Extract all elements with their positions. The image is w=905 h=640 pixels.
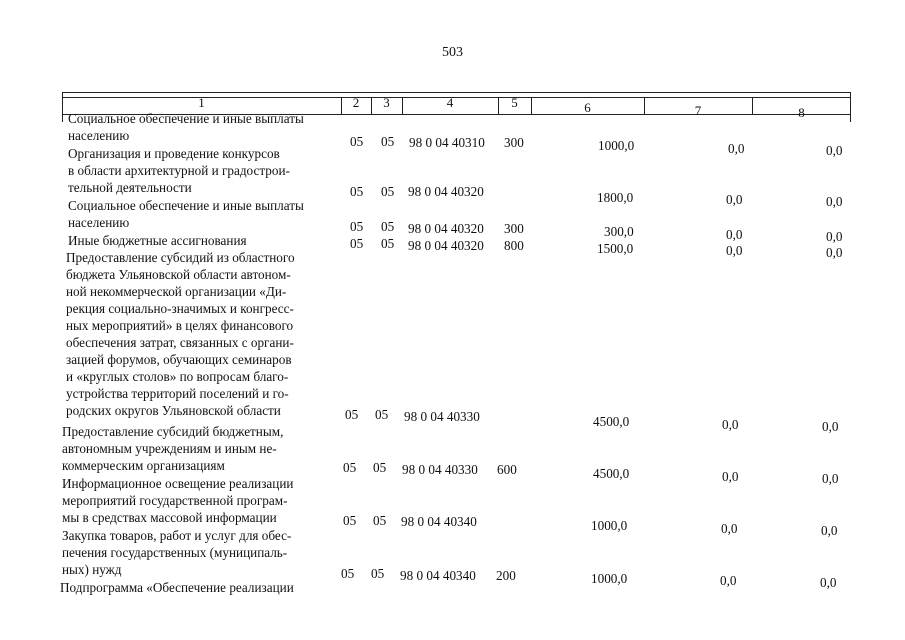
description-line: Информационное освещение реализации [62,476,294,491]
row-description [62,475,332,526]
cell-amount: 300,0 [604,224,634,239]
cell-col8: 0,0 [822,471,839,486]
cell-section: 05 [350,134,364,149]
cell-col8: 0,0 [822,419,839,434]
description-line: автономным учреждениям и иным не- [62,441,277,456]
cell-col8: 0,0 [826,229,843,244]
description-line: Иные бюджетные ассигнования [68,233,247,248]
cell-col7: 0,0 [728,141,745,156]
description-line: Организация и проведение конкурсов [68,146,280,161]
cell-amount: 1000,0 [591,571,628,586]
description-line: обеспечения затрат, связанных с органи- [66,335,294,350]
description-line: Социальное обеспечение и иные выплаты [68,198,304,213]
description-line: Социальное обеспечение и иные выплаты [68,111,304,126]
row-description [62,423,332,474]
cell-col7: 0,0 [722,469,739,484]
cell-target-article: 98 0 04 40320 [408,238,484,253]
description-line: ных) нужд [62,562,122,577]
column-header-2: 2 [352,95,360,110]
cell-target-article: 98 0 04 40330 [402,462,478,477]
cell-expense-type: 600 [497,462,517,477]
cell-target-article: 98 0 04 40320 [408,221,484,236]
description-line: Закупка товаров, работ и услуг для обес- [62,528,292,543]
cell-section: 05 [345,407,359,422]
description-line: мы в средствах массовой информации [62,510,277,525]
description-line: родских округов Ульяновской области [66,403,281,418]
column-header-3: 3 [383,95,390,110]
description-line: ной некоммерческой организации «Ди- [66,284,287,299]
cell-target-article: 98 0 04 40340 [400,568,476,583]
cell-col8: 0,0 [821,523,838,538]
description-line: ных мероприятий» в целях финансового [66,318,294,333]
description-line: тельной деятельности [68,180,192,195]
page-number: 503 [442,45,463,60]
row-description [68,197,336,231]
row-description [68,145,336,196]
cell-subsection: 05 [381,184,395,199]
cell-amount: 1500,0 [597,241,634,256]
row-description [60,579,332,596]
description-line: населению [68,128,130,143]
description-line: населению [68,215,130,230]
cell-subsection: 05 [381,134,395,149]
column-header-8: 8 [798,105,805,120]
cell-section: 05 [341,566,355,581]
cell-amount: 4500,0 [593,466,630,481]
description-line: мероприятий государственной програм- [62,493,288,508]
column-header-1: 1 [198,95,205,110]
cell-subsection: 05 [373,513,387,528]
cell-col7: 0,0 [722,417,739,432]
cell-expense-type: 300 [504,135,524,150]
cell-col8: 0,0 [826,245,843,260]
cell-section: 05 [350,184,364,199]
row-description [68,110,336,144]
description-line: рекция социально-значимых и конгресс- [66,301,294,316]
cell-amount: 1800,0 [597,190,634,205]
description-line: в области архитектурной и градострои- [68,163,290,178]
cell-expense-type: 200 [496,568,516,583]
cell-col8: 0,0 [820,575,837,590]
row-description [62,527,332,578]
description-line: устройства территорий поселений и го- [66,386,289,401]
description-line: печения государственных (муниципаль- [62,545,288,560]
cell-amount: 1000,0 [598,138,635,153]
cell-col8: 0,0 [826,143,843,158]
cell-target-article: 98 0 04 40320 [408,184,484,199]
cell-expense-type: 800 [504,238,524,253]
cell-section: 05 [343,513,357,528]
cell-target-article: 98 0 04 40310 [409,135,485,150]
cell-subsection: 05 [381,219,395,234]
cell-section: 05 [343,460,357,475]
cell-subsection: 05 [373,460,387,475]
cell-target-article: 98 0 04 40340 [401,514,477,529]
cell-subsection: 05 [381,236,395,251]
cell-target-article: 98 0 04 40330 [404,409,480,424]
column-header-4: 4 [446,95,454,110]
description-line: зацией форумов, обучающих семинаров [66,352,292,367]
cell-subsection: 05 [371,566,385,581]
row-description [66,249,335,419]
cell-amount: 4500,0 [593,414,630,429]
column-header-5: 5 [511,95,518,110]
cell-col8: 0,0 [826,194,843,209]
cell-col7: 0,0 [720,573,737,588]
cell-amount: 1000,0 [591,518,628,533]
cell-subsection: 05 [375,407,389,422]
description-line: и «круглых столов» по вопросам благо- [66,369,289,384]
description-line: Подпрограмма «Обеспечение реализации [60,580,294,595]
description-line: Предоставление субсидий бюджетным, [62,424,284,439]
cell-section: 05 [350,219,364,234]
cell-col7: 0,0 [721,521,738,536]
cell-expense-type: 300 [504,221,524,236]
cell-col7: 0,0 [726,243,743,258]
cell-section: 05 [350,236,364,251]
description-line: бюджета Ульяновской области автоном- [66,267,291,282]
cell-col7: 0,0 [726,192,743,207]
column-header-6: 6 [584,100,591,115]
column-header-7: 7 [694,103,702,118]
cell-col7: 0,0 [726,227,743,242]
row-description [68,232,336,249]
description-line: коммерческим организациям [62,458,225,473]
description-line: Предоставление субсидий из областного [66,250,295,265]
